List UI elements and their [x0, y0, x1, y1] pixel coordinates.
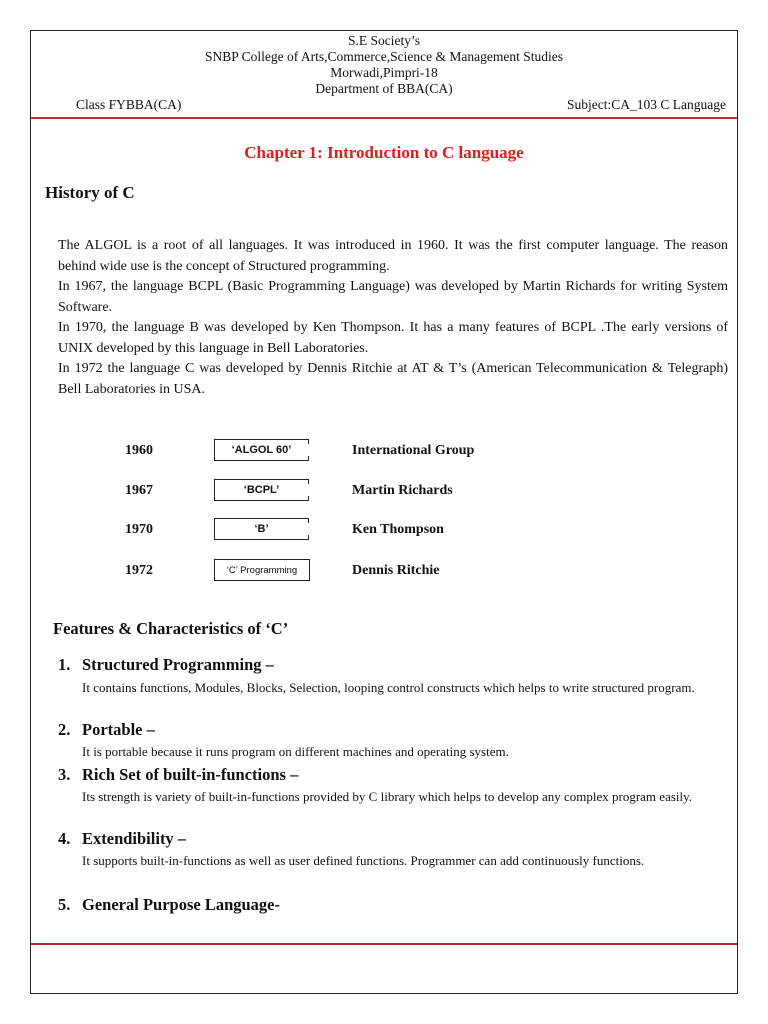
feature-number: 3. [58, 765, 71, 784]
feature-description: It supports built-in-functions as well as user defined functions. Programmer can add continuously functions. [82, 853, 645, 868]
timeline-year: 1972 [125, 563, 153, 578]
timeline-developer: Martin Richards [352, 483, 453, 498]
society-name: S.E Society’s [347, 33, 420, 48]
features-heading: Features & Characteristics of ‘C’ [53, 619, 289, 638]
subject-label: Subject:CA_103 C Language [567, 97, 726, 112]
history-heading: History of C [45, 183, 135, 202]
timeline-year: 1967 [125, 483, 153, 498]
feature-description: It contains functions, Modules, Blocks, Selection, looping control constructs which helps to write structured program. [82, 680, 695, 695]
timeline-developer: Ken Thompson [352, 522, 444, 537]
header-divider [31, 117, 737, 119]
timeline-year: 1970 [125, 522, 153, 537]
timeline-language-box [214, 518, 308, 540]
history-paragraph: The ALGOL is a root of all languages. It was introduced in 1960. It was the first computer language. The reason behind wide use is the concept of Structured programming. [58, 238, 728, 274]
feature-description: It is portable because it runs program on different machines and operating system. [82, 744, 509, 759]
feature-title [58, 829, 186, 849]
history-paragraphs [58, 236, 728, 400]
feature-title [58, 895, 280, 915]
timeline-language-box [214, 479, 308, 501]
timeline-language-box [214, 439, 308, 461]
college-address: Morwadi,Pimpri-18 [330, 65, 438, 80]
feature-number: 2. [58, 720, 71, 739]
page-border [30, 30, 738, 994]
feature-number: 4. [58, 829, 71, 848]
timeline-year: 1960 [125, 443, 153, 458]
footer-divider [31, 943, 737, 945]
history-paragraph: In 1972 the language C was developed by Dennis Ritchie at AT & T’s (American Telecommunication & Telegraph) Bell Laboratories in USA. [58, 361, 728, 397]
timeline-language: ‘BCPL’ [243, 484, 280, 496]
timeline-row [0, 439, 768, 463]
feature-title-text: Structured Programming – [82, 655, 274, 674]
feature-title-text: Extendibility – [82, 829, 187, 848]
college-name: SNBP College of Arts,Commerce,Science & Management Studies [205, 49, 563, 64]
timeline-language: ‘ALGOL 60’ [231, 444, 292, 456]
feature-title [58, 655, 274, 675]
timeline-language-box [214, 559, 310, 581]
class-label: Class FYBBA(CA) [76, 97, 182, 112]
history-paragraph: In 1967, the language BCPL (Basic Programming Language) was developed by Martin Richards for writing System Software. [58, 279, 728, 315]
feature-title-text: Rich Set of built-in-functions – [82, 765, 299, 784]
timeline-row [0, 559, 768, 583]
timeline-developer: Dennis Ritchie [352, 563, 440, 578]
feature-description: Its strength is variety of built-in-functions provided by C library which helps to develop any complex program easily. [82, 789, 693, 804]
timeline-row [0, 518, 768, 542]
feature-title [58, 765, 298, 785]
chapter-title: Chapter 1: Introduction to C language [244, 143, 524, 162]
feature-title-text: Portable – [82, 720, 155, 739]
department-name: Department of BBA(CA) [315, 81, 453, 96]
feature-number: 5. [58, 895, 71, 914]
history-paragraph: In 1970, the language B was developed by Ken Thompson. It has a many features of BCPL .The early versions of UNIX developed by this language in Bell Laboratories. [58, 320, 728, 356]
timeline-developer: International Group [352, 443, 475, 458]
timeline-language: ‘C’ Programming [226, 564, 298, 576]
feature-number: 1. [58, 655, 71, 674]
timeline-row [0, 479, 768, 503]
feature-title-text: General Purpose Language- [82, 895, 280, 914]
feature-title [58, 720, 155, 740]
timeline-language: ‘B’ [254, 523, 269, 535]
